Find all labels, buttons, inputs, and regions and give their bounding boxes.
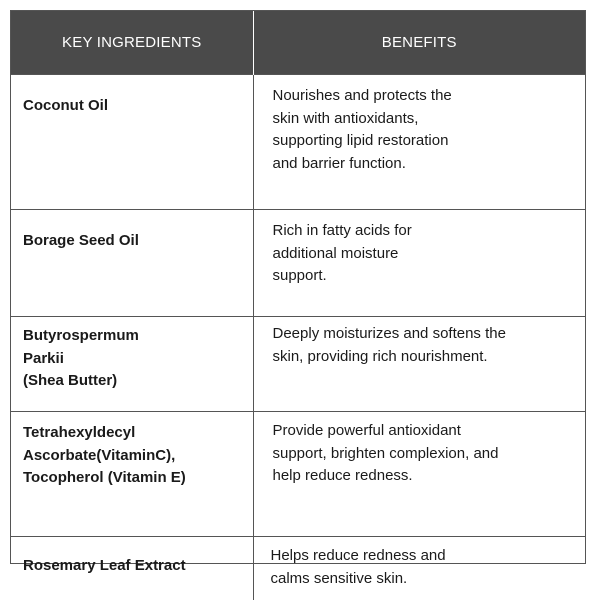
table-row — [11, 75, 585, 210]
benefit-cell — [253, 537, 585, 600]
table-header-row — [11, 11, 585, 75]
ingredient-name: Rosemary Leaf Extract — [23, 557, 186, 574]
ingredient-name: Tetrahexyldecyl Ascorbate(VitaminC), Tocopherol (Vitamin E) — [23, 424, 186, 486]
ingredient-cell — [11, 412, 253, 537]
table-row — [11, 537, 585, 600]
ingredient-cell — [11, 210, 253, 317]
benefit-text: Helps reduce redness and calms sensitive skin. — [270, 547, 446, 587]
benefit-cell — [253, 210, 585, 317]
ingredient-cell — [11, 537, 253, 600]
benefit-text: Rich in fatty acids for additional moisture support. — [272, 222, 412, 284]
table-row — [11, 317, 585, 412]
header-benefits: BENEFITS — [253, 11, 585, 75]
ingredients-table — [10, 10, 586, 587]
table-row — [11, 412, 585, 537]
benefit-cell — [253, 412, 585, 537]
benefit-cell — [253, 317, 585, 412]
header-key-ingredients: KEY INGREDIENTS — [11, 11, 253, 75]
ingredient-cell — [11, 75, 253, 210]
ingredient-cell — [11, 317, 253, 412]
ingredient-name: Butyrospermum Parkii (Shea Butter) — [23, 327, 139, 389]
ingredients-table-grid — [11, 11, 585, 600]
ingredient-name: Borage Seed Oil — [23, 232, 139, 249]
benefit-text: Nourishes and protects the skin with antioxidants, supporting lipid restoration and barrier function. — [272, 87, 452, 172]
benefit-text: Provide powerful antioxidant support, brighten complexion, and help reduce redness. — [272, 422, 499, 484]
ingredient-name: Coconut Oil — [23, 97, 108, 114]
benefit-cell — [253, 75, 585, 210]
table-row — [11, 210, 585, 317]
benefit-text: Deeply moisturizes and softens the skin, providing rich nourishment. — [272, 325, 506, 365]
